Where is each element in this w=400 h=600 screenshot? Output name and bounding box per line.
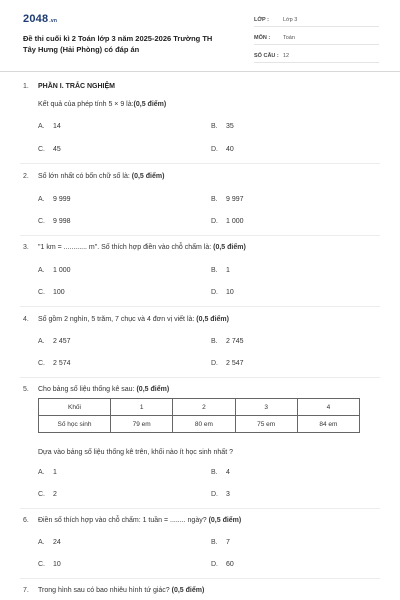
option-d[interactable]: D. 3 — [211, 491, 230, 498]
table-cell: 1 — [111, 399, 173, 416]
question-text: Kết quả của phép tính 5 × 9 là:(0,5 điểm) — [38, 101, 167, 108]
option-a[interactable]: A. 2 457 — [38, 338, 71, 345]
option-d[interactable]: D. 2 547 — [211, 360, 244, 367]
question-points: (0,5 điểm) — [136, 386, 170, 393]
logo-main: 2048 — [23, 13, 49, 25]
question-points: (0,5 điểm) — [196, 316, 229, 323]
meta-value: Lớp 3 — [283, 17, 298, 23]
question-divider — [20, 377, 380, 378]
table-cell: 80 em — [173, 416, 235, 433]
table-cell: Số học sinh — [39, 416, 111, 433]
table-cell: 2 — [173, 399, 235, 416]
option-c[interactable]: C. 45 — [38, 146, 61, 153]
question-1 — [23, 83, 379, 163]
data-table — [38, 398, 360, 433]
section-title: PHẦN I. TRẮC NGHIỆM — [38, 83, 115, 90]
meta-row-subject — [254, 31, 379, 45]
option-b[interactable]: B. 4 — [211, 469, 230, 476]
meta-row-count — [254, 49, 379, 63]
table-header-row — [39, 399, 360, 416]
question-text: Số gồm 2 nghìn, 5 trăm, 7 chục và 4 đơn vị viết là: (0,5 điểm) — [38, 316, 229, 323]
table-cell: 79 em — [111, 416, 173, 433]
meta-key: SỐ CÂU : — [254, 53, 279, 59]
question-points: (0,5 điểm) — [131, 173, 165, 180]
question-7 — [23, 587, 379, 599]
option-c[interactable]: C. 100 — [38, 289, 65, 296]
table-cell: 84 em — [297, 416, 359, 433]
question-number: 6. — [23, 517, 29, 524]
question-2 — [23, 173, 379, 229]
question-points: (0,5 điểm) — [208, 517, 242, 524]
meta-value: 12 — [283, 53, 290, 59]
option-a[interactable]: A. 14 — [38, 123, 61, 130]
question-divider — [20, 508, 380, 509]
question-5 — [23, 386, 379, 506]
question-text: Cho bảng số liệu thống kê sau: (0,5 điểm) — [38, 386, 170, 393]
question-text: Điền số thích hợp vào chỗ chấm: 1 tuần = ........ ngày? (0,5 điểm) — [38, 517, 242, 524]
question-divider — [20, 235, 380, 236]
option-b[interactable]: B. 2 745 — [211, 338, 244, 345]
option-b[interactable]: B. 35 — [211, 123, 234, 130]
option-b[interactable]: B. 1 — [211, 267, 230, 274]
question-text: Số lớn nhất có bốn chữ số là: (0,5 điểm) — [38, 173, 165, 180]
option-a[interactable]: A. 9 999 — [38, 196, 71, 203]
question-6 — [23, 517, 379, 573]
question-4 — [23, 316, 379, 372]
table-cell: 75 em — [235, 416, 297, 433]
table-cell: 4 — [297, 399, 359, 416]
question-divider — [20, 306, 380, 307]
option-b[interactable]: B. 9 997 — [211, 196, 244, 203]
option-a[interactable]: A. 1 000 — [38, 267, 71, 274]
question-number: 1. — [23, 83, 29, 90]
option-d[interactable]: D. 10 — [211, 289, 234, 296]
question-3 — [23, 244, 379, 300]
site-logo[interactable] — [23, 13, 57, 25]
meta-panel — [254, 13, 379, 67]
table-row — [39, 416, 360, 433]
question-number: 3. — [23, 244, 29, 251]
question-points: (0,5 điểm) — [171, 587, 205, 594]
meta-row-class — [254, 13, 379, 27]
question-text: "1 km = ............ m". Số thích hợp điền vào chỗ chấm là: (0,5 điểm) — [38, 244, 246, 251]
header-divider — [0, 71, 400, 72]
question-divider — [20, 578, 380, 579]
question-subtext: Dựa vào bảng số liệu thống kê trên, khối nào ít học sinh nhất ? — [38, 449, 233, 456]
meta-key: MÔN : — [254, 35, 271, 41]
option-d[interactable]: D. 1 000 — [211, 218, 244, 225]
option-c[interactable]: C. 2 574 — [38, 360, 71, 367]
question-number: 2. — [23, 173, 29, 180]
option-d[interactable]: D. 60 — [211, 561, 234, 568]
table-cell: Khối — [39, 399, 111, 416]
table-cell: 3 — [235, 399, 297, 416]
question-points: (0,5 điểm) — [133, 101, 167, 108]
logo-sub: .vn — [49, 18, 58, 24]
option-a[interactable]: A. 24 — [38, 539, 61, 546]
document-title: Đề thi cuối kì 2 Toán lớp 3 năm 2025-2026 Trường TH Tây Hưng (Hải Phòng) có đáp án — [23, 34, 213, 54]
option-c[interactable]: C. 2 — [38, 491, 57, 498]
question-number: 4. — [23, 316, 29, 323]
document-header — [23, 13, 379, 73]
question-text: Trong hình sau có bao nhiêu hình tứ giác? (0,5 điểm) — [38, 587, 205, 594]
meta-value: Toán — [283, 35, 295, 41]
option-d[interactable]: D. 40 — [211, 146, 234, 153]
option-c[interactable]: C. 9 998 — [38, 218, 71, 225]
option-b[interactable]: B. 7 — [211, 539, 230, 546]
question-number: 5. — [23, 386, 29, 393]
meta-key: LỚP : — [254, 17, 269, 23]
option-c[interactable]: C. 10 — [38, 561, 61, 568]
question-number: 7. — [23, 587, 29, 594]
option-a[interactable]: A. 1 — [38, 469, 57, 476]
question-divider — [20, 163, 380, 164]
question-points: (0,5 điểm) — [213, 244, 246, 251]
